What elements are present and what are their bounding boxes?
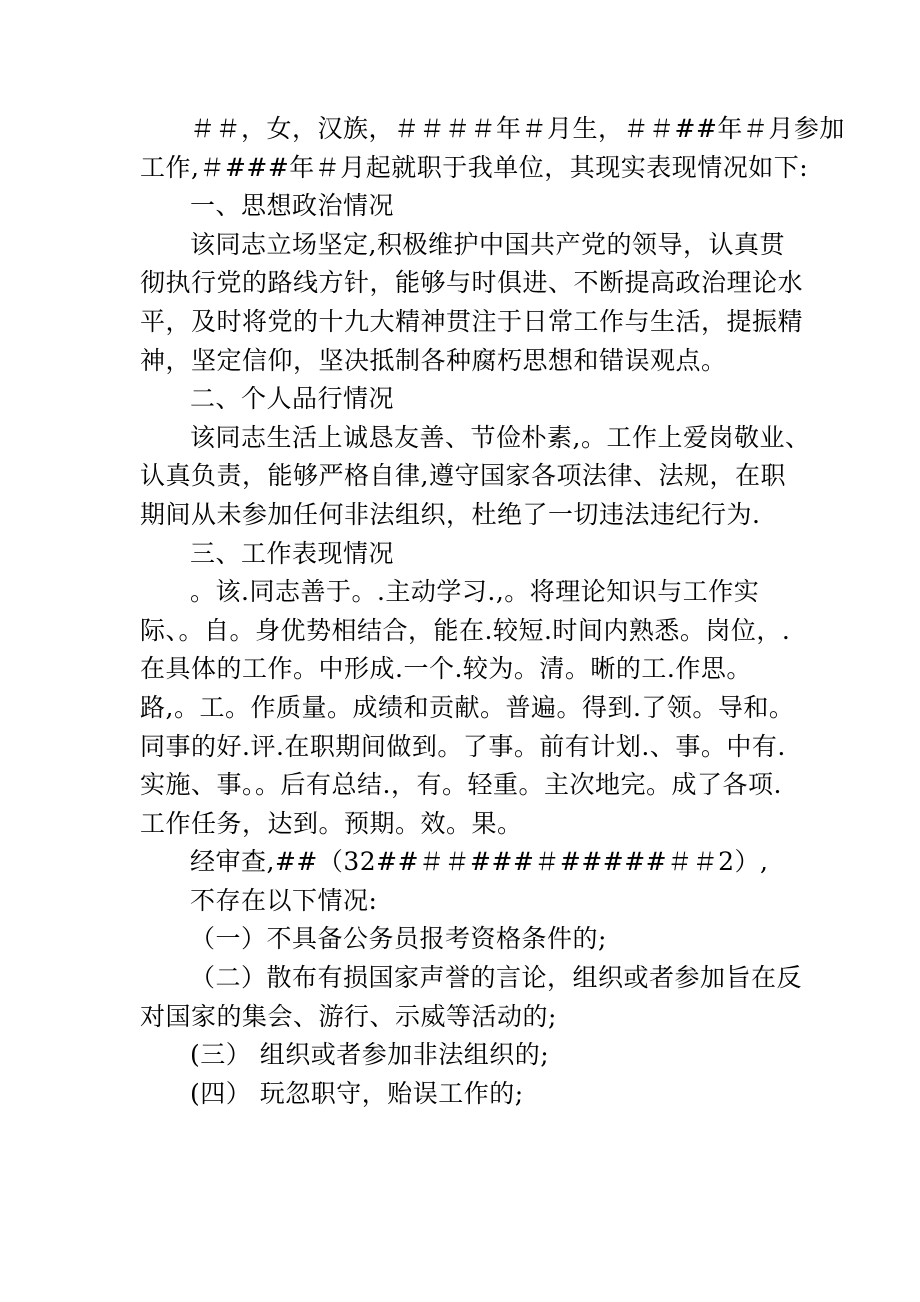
text-line: 经审查,##（32##＃＃###＃#####＃＃2）, <box>190 847 769 877</box>
text-line: 该同志立场坚定,积极维护中国共产党的领导，认真贯 <box>190 229 785 259</box>
text-line: 。该.同志善于。.主动学习.,。将理论知识与工作实 <box>190 577 760 607</box>
text-line: 工作,＃###年＃月起就职于我单位，其现实表现情况如下: <box>140 152 809 182</box>
text-line: ＃＃，女，汉族，＃＃＃＃年＃月生，＃＃##年＃月参加 <box>190 114 845 143</box>
section-heading: 二、个人品行情况 <box>190 384 395 414</box>
text-line: 同事的好.评.在职期间做到。了事。前有计划.、事。中有. <box>140 731 786 761</box>
list-item: （二）散布有损国家声誉的言论，组织或者参加旨在反 <box>190 963 803 993</box>
text-line: 该同志生活上诚恳友善、节俭朴素,。工作上爱岗敬业、 <box>190 422 811 452</box>
text-line: 期间从未参加任何非法组织，杜绝了一切违法违纪行为. <box>140 499 761 529</box>
text-line: 不存在以下情况: <box>190 885 378 915</box>
list-item: （一）不具备公务员报考资格条件的; <box>190 924 607 954</box>
text-line: 对国家的集会、游行、示威等活动的; <box>140 1001 557 1031</box>
text-line: 际、。自。身优势相结合，能在.较短.时间内熟悉。岗位，. <box>140 615 791 645</box>
document-body <box>140 110 845 1113</box>
text-line: 路,。工。作质量。成绩和贡献。普遍。得到.了领。导和。 <box>140 692 795 722</box>
text-line: 实施、事。。后有总结.，有。轻重。主次地完。成了各项. <box>140 770 782 800</box>
text-line: 工作任务，达到。预期。效。果。 <box>140 808 523 838</box>
text-line: 在具体的工作。中形成.一个.较为。清。晰的工.作思。 <box>140 654 752 684</box>
section-heading: 一、思想政治情况 <box>190 191 395 221</box>
list-item: (三） 组织或者参加非法组织的; <box>190 1040 550 1070</box>
text-line: 平，及时将党的十九大精神贯注于日常工作与生活，提振精 <box>140 306 804 336</box>
text-line: 神，坚定信仰，坚决抵制各种腐朽思想和错误观点。 <box>140 345 727 375</box>
list-item: (四） 玩忽职守，贻误工作的; <box>190 1078 524 1108</box>
text-line: 认真负责，能够严格自律,遵守国家各项法律、法规，在职 <box>140 461 786 491</box>
section-heading: 三、工作表现情况 <box>190 538 395 568</box>
text-line: 彻执行党的路线方针，能够与时俱进、不断提高政治理论水 <box>140 268 804 298</box>
